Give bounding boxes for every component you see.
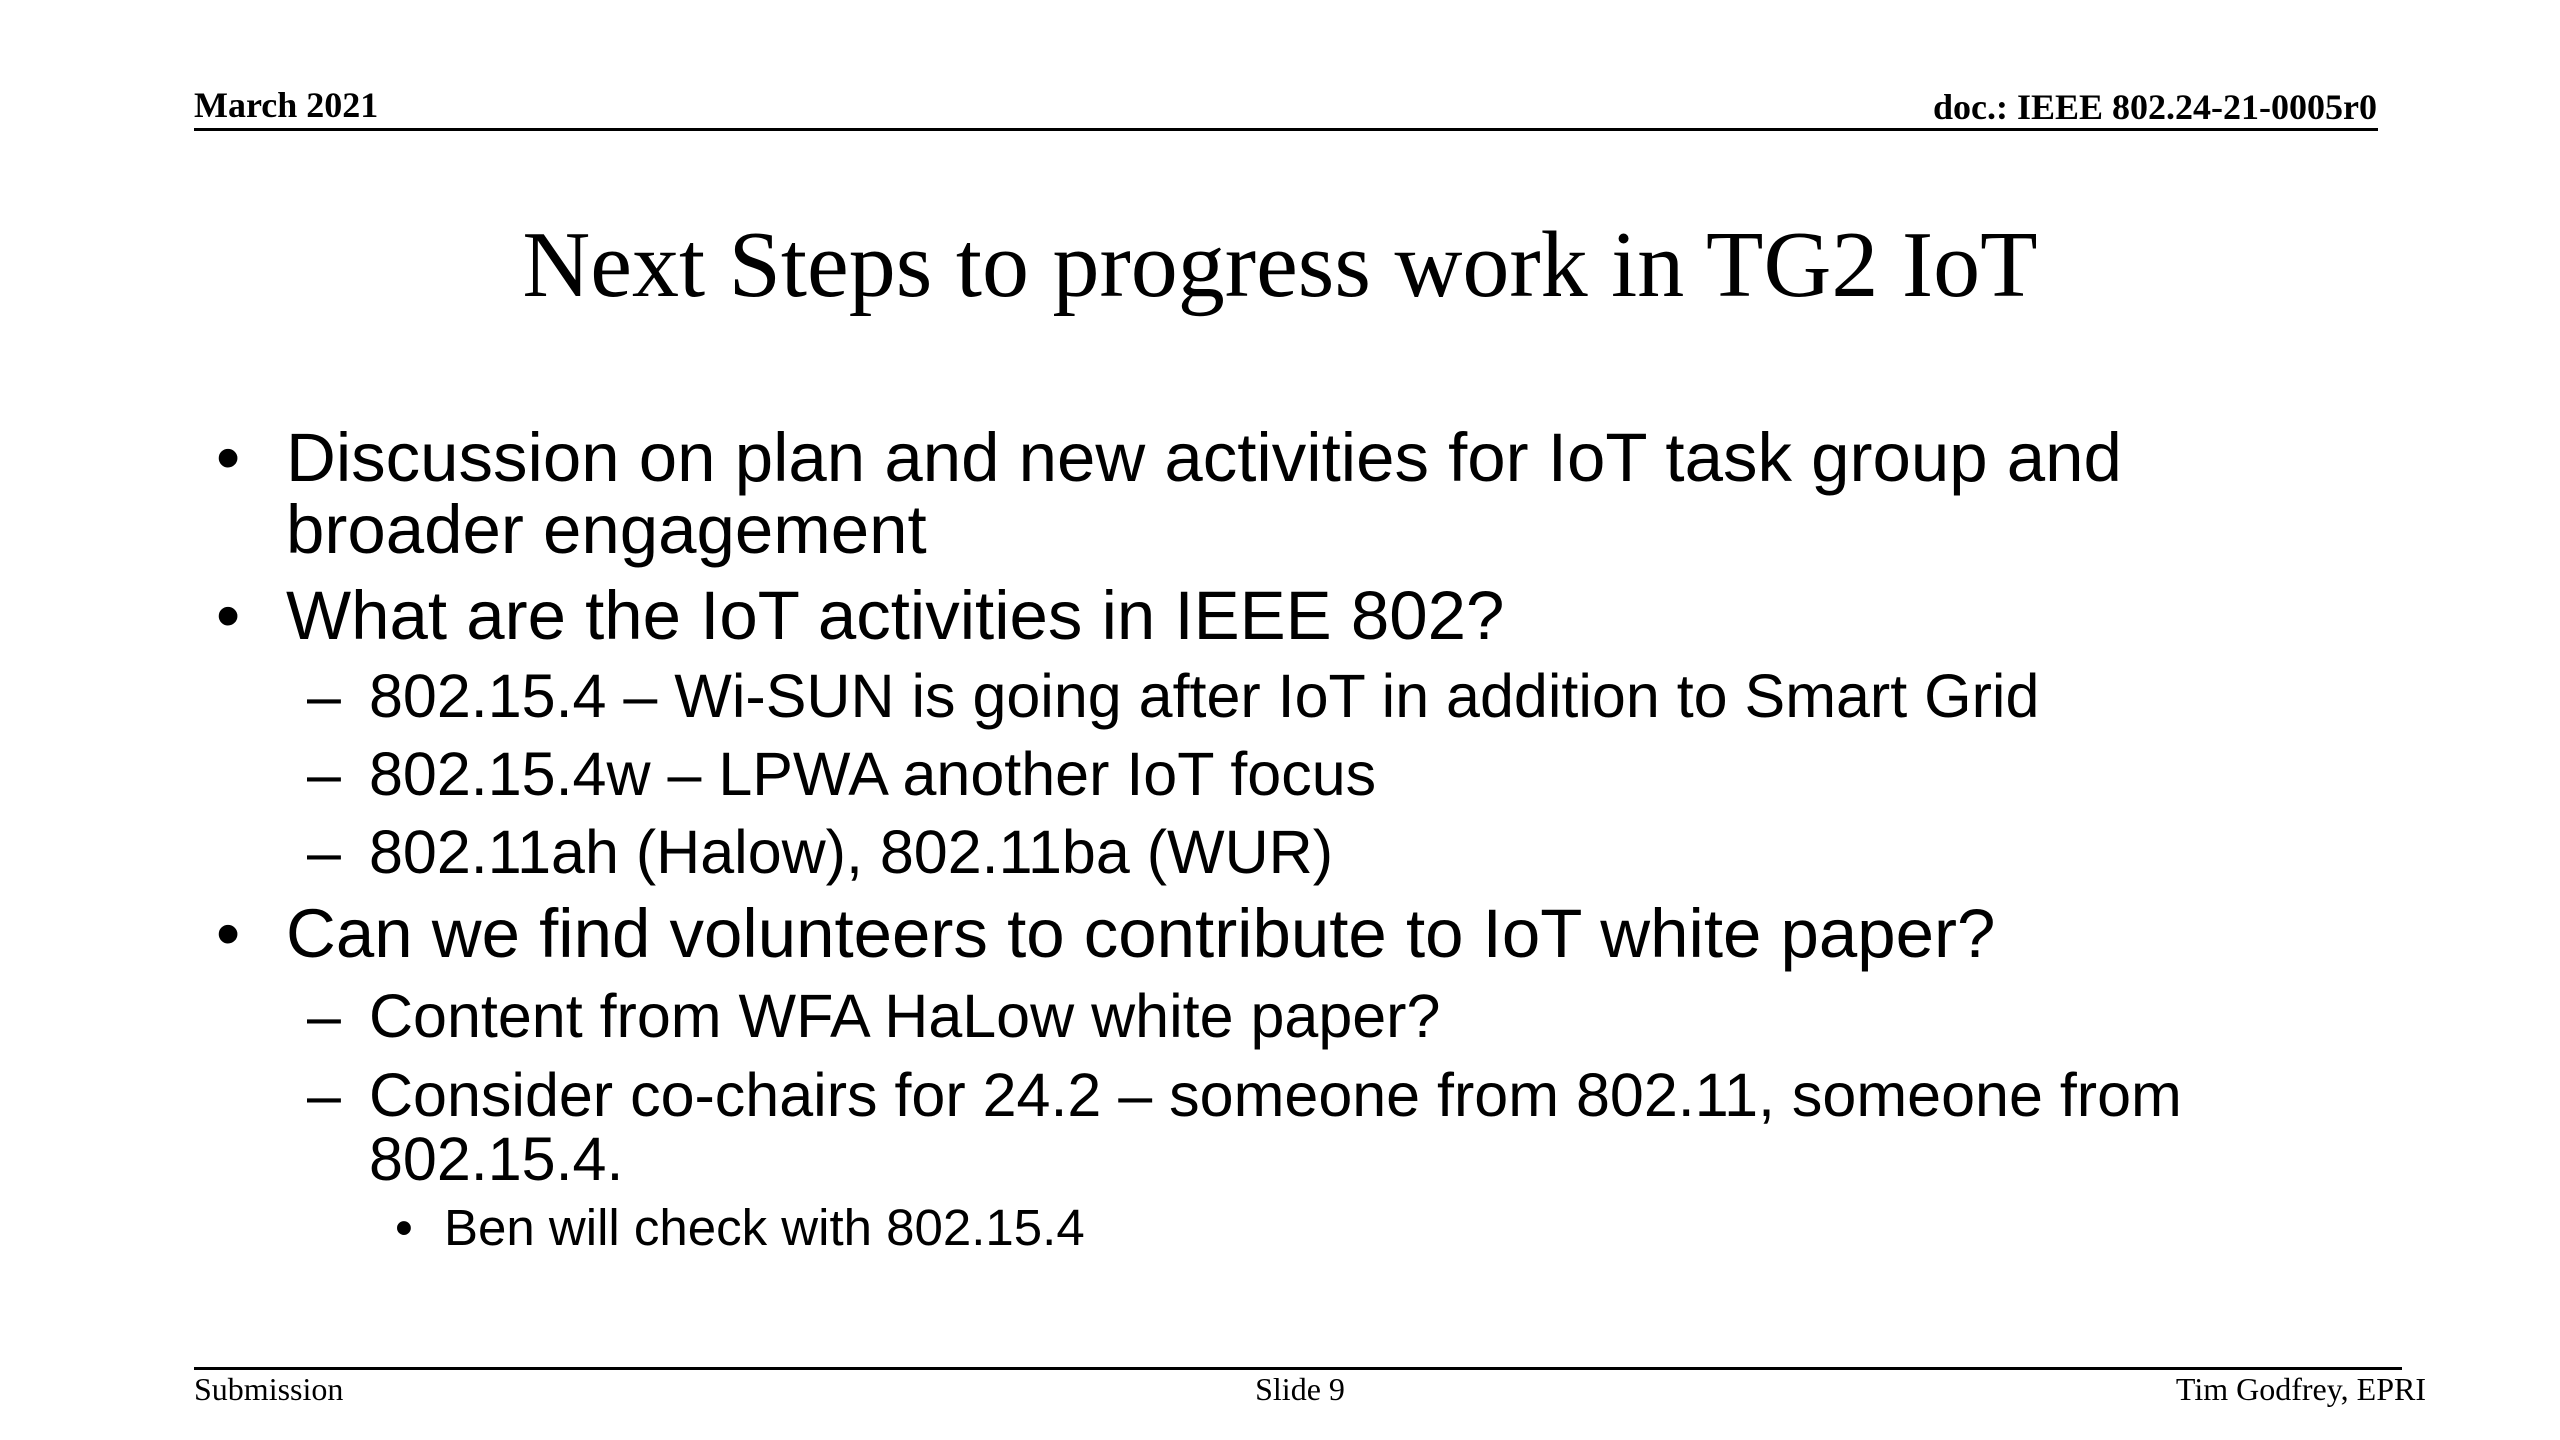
sub-bullet-text: 802.15.4w – LPWA another IoT focus: [369, 740, 1377, 808]
bullet-text-line: broader engagement: [286, 491, 927, 568]
dash-marker: –: [307, 662, 341, 730]
sub-bullet-text: 802.11ah (Halow), 802.11ba (WUR): [369, 818, 1334, 886]
dash-marker: –: [307, 740, 341, 808]
bullet-text-line: Discussion on plan and new activities for IoT task group and: [286, 419, 2122, 496]
bullet-marker: •: [216, 419, 241, 496]
footer-author: Tim Godfrey, EPRI: [2175, 1371, 2426, 1407]
sub-bullet-text: Content from WFA HaLow white paper?: [369, 982, 1441, 1050]
bullet-marker: •: [395, 1199, 413, 1256]
bullet-text: What are the IoT activities in IEEE 802?: [286, 577, 1505, 654]
sub-bullet-text-line: Consider co-chairs for 24.2 – someone from 802.11, someone from: [369, 1061, 2182, 1129]
dash-marker: –: [307, 982, 341, 1050]
footer-slide-number: Slide 9: [1255, 1371, 1345, 1407]
header-date: March 2021: [194, 85, 379, 125]
bullet-marker: •: [216, 577, 241, 654]
bullet-marker: •: [216, 895, 241, 972]
dash-marker: –: [307, 818, 341, 886]
slide-title: Next Steps to progress work in TG2 IoT: [522, 213, 2038, 317]
sub-sub-bullet-text: Ben will check with 802.15.4: [444, 1199, 1085, 1256]
dash-marker: –: [307, 1061, 341, 1129]
bullet-text: Can we find volunteers to contribute to IoT white paper?: [286, 895, 1996, 972]
footer-submission: Submission: [194, 1371, 344, 1407]
sub-bullet-text: 802.15.4 – Wi-SUN is going after IoT in addition to Smart Grid: [369, 662, 2040, 730]
header-doc-id: doc.: IEEE 802.24-21-0005r0: [1933, 87, 2377, 127]
sub-bullet-text-line: 802.15.4.: [369, 1125, 624, 1193]
